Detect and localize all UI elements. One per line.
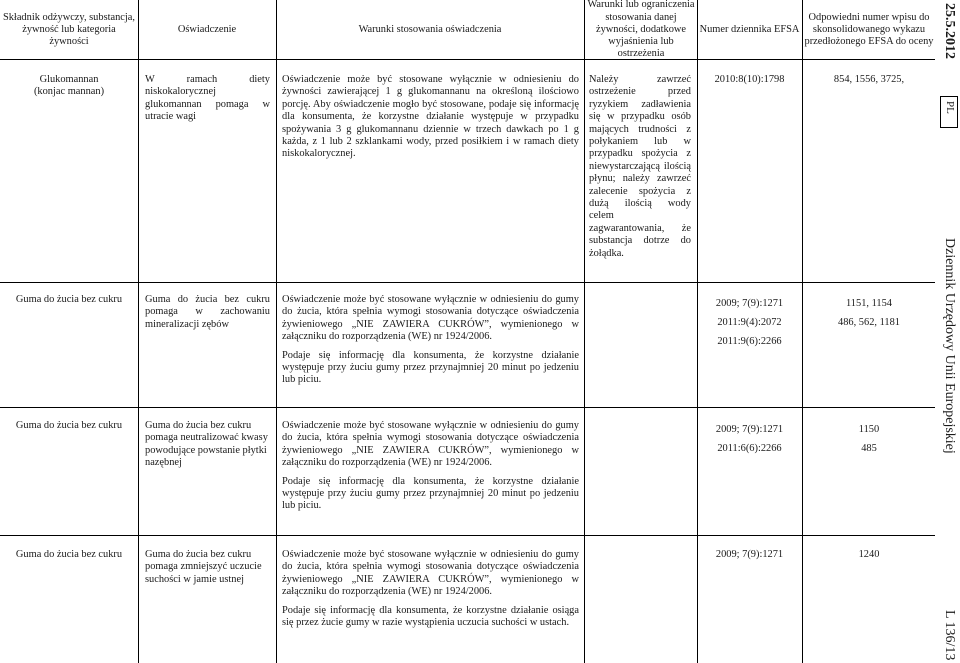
- journal-title: Dziennik Urzędowy Unii Europejskiej: [942, 238, 957, 454]
- row1-restrictions: Należy zawrzeć ostrzeżenie przed ryzykiem zadławienia się w przypadku osób mających trudności z połykaniem lub w przypadku spożycia z niewystarczającą ilością płynu; należy zawrzeć zalecenie spożycia z dużą ilością wody celem zagwarantowania, że substancja dotrze do żołądka.: [589, 74, 691, 259]
- efsa-number: 2009; 7(9):1271: [715, 298, 784, 309]
- row4-efsa: 2009; 7(9):1271: [715, 549, 784, 560]
- column-divider: [584, 0, 585, 663]
- row2-conditions-p1: Oświadczenie może być stosowane wyłącznie w odniesieniu do gumy do żucia, która spełnia wymogi stosowania dotyczące oświadczenia żywieniowego „NIE ZAWIERA CUKRÓW”, wymienionego w załączniku do rozporządzenia (WE) nr 1924/2006.: [282, 294, 579, 343]
- entry-number: 486, 562, 1181: [838, 317, 900, 328]
- row3-claim: Guma do żucia bez cukru pomaga neutralizować kwasy powodujące powstanie płytki nazębnej: [145, 420, 268, 469]
- row4-conditions: [282, 549, 579, 629]
- header-claim: Oświadczenie: [177, 23, 237, 35]
- row1-substance: Glukomannan (konjac mannan): [33, 74, 105, 98]
- header-substance: Składnik odżywczy, substancja, żywność lub kategoria żywności: [2, 11, 136, 48]
- header-entry-number: Odpowiedni numer wpisu do skonsolidowanego wykazu przedłożonego EFSA do oceny: [804, 11, 934, 48]
- row3-conditions-p2: Podaje się informację dla konsumenta, że korzystne działanie występuje przy żuciu gumy przez przynajmniej 20 minut po jedzeniu lub piciu.: [282, 475, 579, 512]
- row2-conditions: [282, 294, 579, 387]
- publication-date: 25.5.2012: [942, 3, 957, 59]
- column-divider: [697, 0, 698, 663]
- row1-claim: W ramach diety niskokalorycznej glukomannan pomaga w utracie wagi: [145, 74, 270, 123]
- row2-efsa: [699, 294, 800, 351]
- efsa-number: 2011:6(6):2266: [717, 443, 782, 454]
- efsa-number: 2011:9(4):2072: [717, 317, 782, 328]
- row2-conditions-p2: Podaje się informację dla konsumenta, że korzystne działanie występuje przy żuciu gumy przez przynajmniej 20 minut po jedzeniu lub piciu.: [282, 349, 579, 386]
- column-divider: [276, 0, 277, 663]
- row-divider: [0, 535, 935, 536]
- row4-substance: Guma do żucia bez cukru: [15, 549, 123, 560]
- efsa-number: 2009; 7(9):1271: [715, 424, 784, 435]
- row3-entries: [804, 420, 934, 458]
- row3-efsa: [699, 420, 800, 458]
- row1-efsa: 2010:8(10):1798: [714, 74, 785, 85]
- row3-conditions-p1: Oświadczenie może być stosowane wyłącznie w odniesieniu do gumy do żucia, która spełnia wymogi stosowania dotyczące oświadczenia żywieniowego „NIE ZAWIERA CUKRÓW”, wymienionego w załączniku do rozporządzenia (WE) nr 1924/2006.: [282, 420, 579, 469]
- header-restrictions: Warunki lub ograniczenia stosowania danej żywności, dodatkowe wyjaśnienia lub ostrzeżenia: [587, 0, 695, 60]
- row1-conditions: Oświadczenie może być stosowane wyłącznie w odniesieniu do żywności zawierającej 1 g glukomannanu na określoną ilościowo porcję. Aby oświadczenie mogło być stosowane, podaje się informację dla konsumenta, że korzystne działanie występuje w przypadku spożywania 3 g glukomannanu dziennie w trzech dawkach po 1 g każda, z 1 lub 2 szklankami wody, przed posiłkiem i w ramach diety niskokalorycznej.: [282, 74, 579, 160]
- row3-conditions: [282, 420, 579, 513]
- row3-substance: Guma do żucia bez cukru: [15, 420, 123, 431]
- row-divider: [0, 407, 935, 408]
- column-divider: [138, 0, 139, 663]
- entry-number: 1150: [858, 424, 880, 435]
- row2-claim: Guma do żucia bez cukru pomaga w zachowaniu mineralizacji zębów: [145, 294, 270, 330]
- header-divider: [0, 59, 935, 60]
- row4-entries: 1240: [858, 549, 880, 560]
- row4-claim: Guma do żucia bez cukru pomaga zmniejszyć uczucie suchości w jamie ustnej: [145, 549, 262, 585]
- row1-entries: 854, 1556, 3725,: [833, 74, 905, 85]
- row4-conditions-p2: Podaje się informację dla konsumenta, że korzystne działanie osiąga się przez żucie gumy w razie wystąpienia uczucia suchości w ustach.: [282, 604, 579, 629]
- efsa-number: 2011:9(6):2266: [717, 336, 782, 347]
- page-number: L 136/13: [942, 610, 957, 661]
- entry-number: 1151, 1154: [846, 298, 892, 309]
- language-code: PL: [944, 101, 956, 114]
- entry-number: 485: [861, 443, 877, 454]
- column-divider: [802, 0, 803, 663]
- row4-conditions-p1: Oświadczenie może być stosowane wyłącznie w odniesieniu do gumy do żucia, która spełnia wymogi stosowania dotyczące oświadczenia żywieniowego „NIE ZAWIERA CUKRÓW”, wymienionego w załączniku do rozporządzenia (WE) nr 1924/2006.: [282, 549, 579, 598]
- row-divider: [0, 282, 935, 283]
- header-efsa: Numer dziennika EFSA: [699, 23, 800, 35]
- header-conditions: Warunki stosowania oświadczenia: [358, 23, 502, 35]
- row2-substance: Guma do żucia bez cukru: [15, 294, 123, 305]
- row2-entries: [804, 294, 934, 332]
